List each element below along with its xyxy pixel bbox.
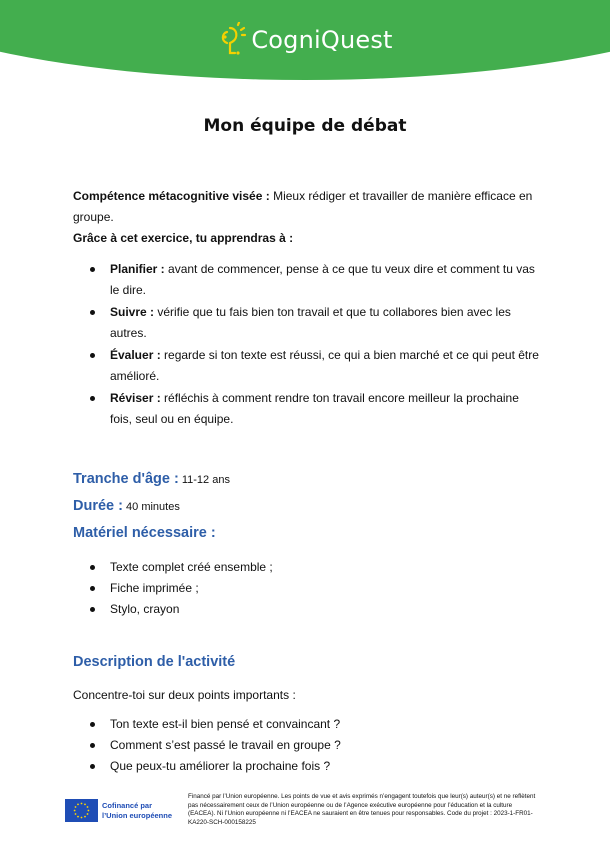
age-label: Tranche d'âge :: [73, 471, 179, 487]
lightbulb-person-icon: [217, 22, 247, 58]
skills-list: [73, 259, 543, 430]
footer: [65, 793, 545, 827]
list-item-suivre: Suivre : vérifie que tu fais bien ton travail et que tu collabores bien avec les autres.: [73, 302, 543, 344]
duration-row: [73, 497, 180, 515]
list-item: Comment s’est passé le travail en groupe ?: [73, 735, 543, 756]
bullet-icon: [90, 267, 95, 272]
list-item-evaluer: Évaluer : regarde si ton texte est réussi, ce qui a bien marché et ce qui peut être amélioré.: [73, 345, 543, 387]
list-item-reviser: Réviser : réfléchis à comment rendre ton travail encore meilleur la prochaine fois, seul ou en équipe.: [73, 388, 543, 430]
bullet-icon: [90, 353, 95, 358]
list-item: Que peux-tu améliorer la prochaine fois ?: [73, 756, 543, 777]
funding-disclaimer: Financé par l’Union européenne. Les points de vue et avis exprimés n’engagent toutefois que leur(s) auteur(s) et ne reflètent pas nécessairement ceux de l’Union européenne ou de l’Agence exécutive européenne pour l’éducation et la culture (EACEA). Ni l’Union européenne ni l’EACEA ne sauraient en être tenues pour responsables. Code du projet : 2023-1-FR01-KA220-SCH-000158225: [188, 793, 536, 826]
questions-list: [73, 714, 543, 777]
list-item: Texte complet créé ensemble ;: [73, 557, 543, 578]
learn-heading: Grâce à cet exercice, tu apprendras à :: [73, 231, 294, 245]
learning-goals-section: [73, 186, 543, 431]
competence-label: Compétence métacognitive visée :: [73, 189, 270, 203]
bullet-icon: [90, 764, 95, 769]
list-item: Stylo, crayon: [73, 599, 543, 620]
materials-list: [73, 557, 543, 620]
duration-label: Durée :: [73, 498, 123, 514]
materials-list-section: [73, 557, 543, 620]
competence-line: [73, 186, 543, 228]
bullet-icon: [90, 310, 95, 315]
eu-flag-icon: [65, 799, 98, 822]
competence-value: Mieux rédiger et travailler de manière efficace en groupe.: [73, 189, 533, 224]
brand-logo: [0, 22, 610, 58]
eu-cofunded-label: Cofinancé par l’Union européenne: [102, 801, 173, 820]
description-questions-section: [73, 714, 543, 777]
page-title: Mon équipe de débat: [203, 116, 407, 136]
list-item: Fiche imprimée ;: [73, 578, 543, 599]
eu-stars-icon: [65, 799, 98, 822]
description-heading: Description de l'activité: [73, 654, 236, 670]
bullet-icon: [90, 396, 95, 401]
materials-heading: Matériel nécessaire :: [73, 525, 216, 541]
bullet-icon: [90, 743, 95, 748]
age-value: 11-12 ans: [178, 474, 230, 486]
brand-name: CogniQuest: [251, 26, 393, 54]
bullet-icon: [90, 722, 95, 727]
duration-value: 40 minutes: [122, 501, 180, 513]
bullet-icon: [90, 607, 95, 612]
list-item-planifier: Planifier : avant de commencer, pense à ce que tu veux dire et comment tu vas le dire.: [73, 259, 543, 301]
list-item: Ton texte est-il bien pensé et convaincant ?: [73, 714, 543, 735]
bullet-icon: [90, 565, 95, 570]
bullet-icon: [90, 586, 95, 591]
description-intro: Concentre-toi sur deux points importants :: [73, 688, 296, 702]
age-range-row: [73, 470, 230, 488]
